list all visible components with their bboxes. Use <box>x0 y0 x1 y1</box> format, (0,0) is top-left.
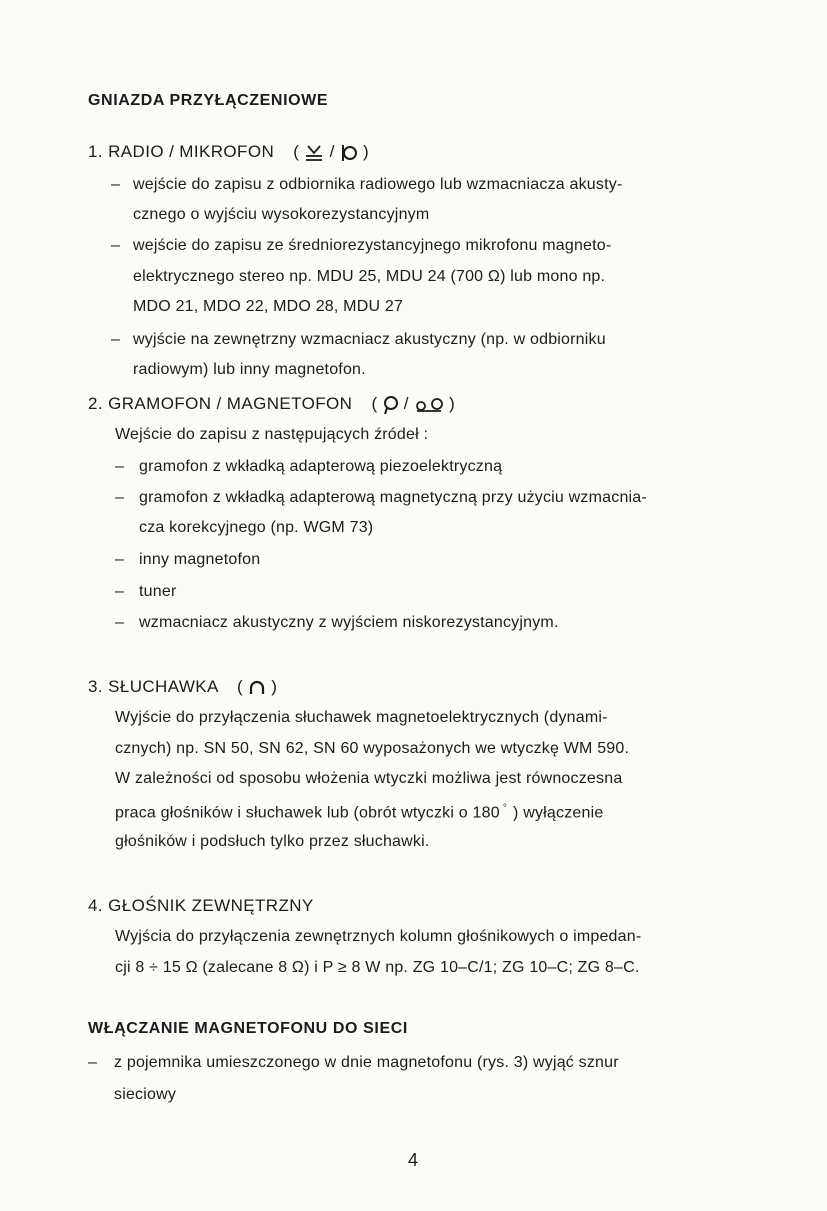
item1-line: wejście do zapisu ze średniorezystancyjnego mikrofonu magneto- <box>133 237 612 254</box>
bullet-dash: – <box>115 614 124 631</box>
item3-title-text: 3. SŁUCHAWKA <box>88 677 218 696</box>
item4-line: Wyjścia do przyłączenia zewnętrznych kolumn głośnikowych o impedan- <box>115 928 642 945</box>
section-heading-power: WŁĄCZANIE MAGNETOFONU DO SIECI <box>88 1020 408 1037</box>
paren: ) <box>449 394 456 413</box>
item1-line: radiowym) lub inny magnetofon. <box>133 361 366 378</box>
item2-line: gramofon z wkładką adapterową magnetyczną przy użyciu wzmacnia- <box>139 489 647 506</box>
item1-line: wejście do zapisu z odbiornika radiowego lub wzmacniacza akusty- <box>133 176 623 193</box>
item2-intro: Wejście do zapisu z następujących źródeł : <box>115 426 429 443</box>
item3-line: cznych) np. SN 50, SN 62, SN 60 wyposażonych we wtyczkę WM 590. <box>115 740 630 757</box>
item2-line: cza korekcyjnego (np. WGM 73) <box>139 519 374 536</box>
bullet-dash: – <box>115 583 124 600</box>
item3-line-degree <box>115 803 603 822</box>
paren: ) <box>362 142 369 161</box>
bullet-dash: – <box>88 1054 97 1071</box>
slash: / <box>329 142 335 161</box>
power-line: sieciowy <box>114 1086 177 1103</box>
item3-line: ) wyłączenie <box>513 804 604 822</box>
item3-line: praca głośników i słuchawek lub (obrót wtyczki o 180 <box>115 804 500 822</box>
item1-line: elektrycznego stereo np. MDU 25, MDU 24 (700 Ω) lub mono np. <box>133 268 606 285</box>
item2-title <box>88 394 455 415</box>
item3-line: Wyjście do przyłączenia słuchawek magnetoelektrycznych (dynami- <box>115 709 608 726</box>
bullet-dash: – <box>111 176 120 193</box>
item2-title-text: 2. GRAMOFON / MAGNETOFON <box>88 394 353 413</box>
slash: / <box>403 394 409 413</box>
page-number: 4 <box>408 1150 419 1170</box>
power-line: z pojemnika umieszczonego w dnie magnetofonu (rys. 3) wyjąć sznur <box>114 1054 619 1071</box>
item1-title-text: 1. RADIO / MIKROFON <box>88 142 275 161</box>
item2-line: gramofon z wkładką adapterową piezoelektryczną <box>139 458 503 475</box>
item1-title <box>88 142 369 163</box>
item2-line: tuner <box>139 583 177 600</box>
section-heading-connectors: GNIAZDA PRZYŁĄCZENIOWE <box>88 92 329 109</box>
bullet-dash: – <box>111 237 120 254</box>
degree-sign: ° <box>502 803 508 814</box>
pickup-icon <box>383 395 399 415</box>
item4-line: cji 8 ÷ 15 Ω (zalecane 8 Ω) i P ≥ 8 W np. ZG 10–C/1; ZG 10–C; ZG 8–C. <box>115 959 640 976</box>
headphones-icon <box>248 679 266 697</box>
bullet-dash: – <box>115 489 124 506</box>
bullet-dash: – <box>111 331 120 348</box>
item3-line: głośników i podsłuch tylko przez słuchawki. <box>115 833 430 850</box>
paren: ) <box>271 677 278 696</box>
microphone-icon <box>340 143 358 163</box>
paren: ( <box>293 142 300 161</box>
item1-line: cznego o wyjściu wysokorezystancyjnym <box>133 206 430 223</box>
paren: ( <box>236 677 244 696</box>
item4-title: 4. GŁOŚNIK ZEWNĘTRZNY <box>88 896 314 915</box>
tape-reels-icon <box>414 397 444 413</box>
paren: ( <box>371 394 378 413</box>
bullet-dash: – <box>115 551 124 568</box>
item3-title <box>88 677 277 697</box>
item2-line: wzmacniacz akustyczny z wyjściem niskorezystancyjnym. <box>139 614 559 631</box>
item3-line: W zależności od sposobu włożenia wtyczki możliwa jest równoczesna <box>115 770 623 787</box>
item1-line: wyjście na zewnętrzny wzmacniacz akustyczny (np. w odbiorniku <box>133 331 606 348</box>
item2-line: inny magnetofon <box>139 551 261 568</box>
bullet-dash: – <box>115 458 124 475</box>
item1-line: MDO 21, MDO 22, MDO 28, MDU 27 <box>133 298 404 315</box>
radio-antenna-icon <box>304 144 324 162</box>
